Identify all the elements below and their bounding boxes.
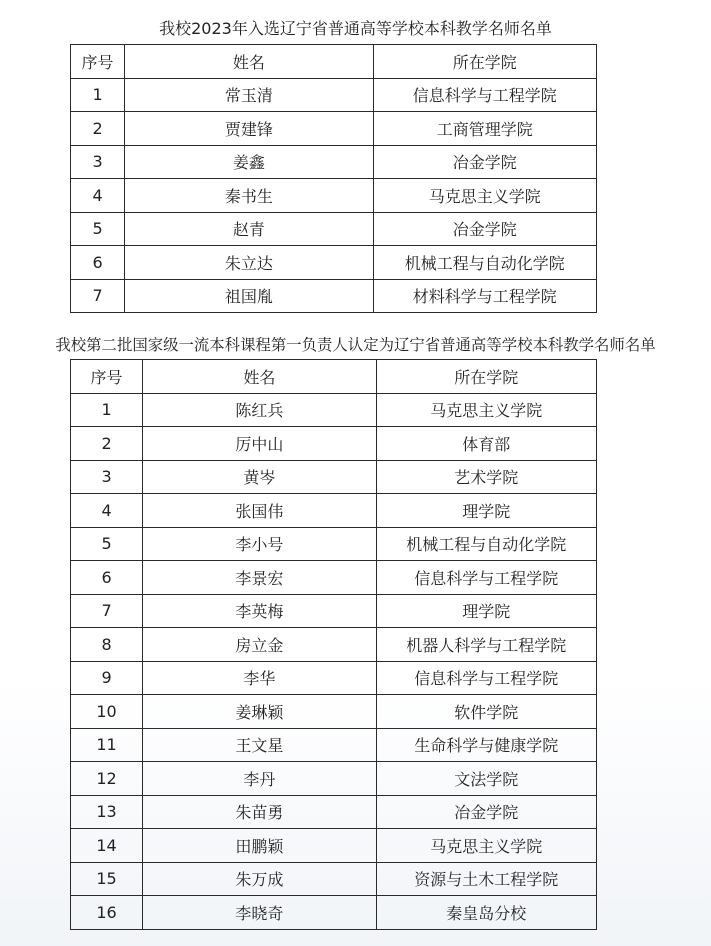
cell-college: 工商管理学院 — [373, 112, 596, 146]
table2-header — [71, 360, 597, 394]
cell-college: 材料科学与工程学院 — [373, 279, 596, 313]
cell-college: 机械工程与自动化学院 — [373, 246, 596, 280]
cell-college: 冶金学院 — [373, 212, 596, 246]
cell-name: 朱立达 — [125, 246, 373, 280]
cell-college: 马克思主义学院 — [376, 829, 596, 863]
table1-header — [71, 45, 597, 79]
table1-caption: 我校2023年入选辽宁省普通高等学校本科教学名师名单 — [159, 19, 552, 38]
table-row — [71, 594, 597, 628]
cell-seq: 5 — [71, 527, 143, 561]
cell-seq: 2 — [71, 112, 125, 146]
cell-college: 软件学院 — [376, 695, 596, 729]
cell-college: 艺术学院 — [376, 460, 596, 494]
cell-seq: 3 — [71, 460, 143, 494]
cell-name: 李丹 — [143, 762, 376, 796]
cell-seq: 13 — [71, 795, 143, 829]
cell-seq: 15 — [71, 862, 143, 896]
table-row — [71, 145, 597, 179]
header-college: 所在学院 — [373, 45, 596, 79]
cell-college: 信息科学与工程学院 — [373, 78, 596, 112]
cell-seq: 14 — [71, 829, 143, 863]
cell-name: 黄岑 — [143, 460, 376, 494]
cell-name: 王文星 — [143, 728, 376, 762]
cell-college: 机械工程与自动化学院 — [376, 527, 596, 561]
cell-seq: 1 — [71, 393, 143, 427]
table1-header-row — [71, 45, 597, 79]
table-row — [71, 661, 597, 695]
cell-name: 厉中山 — [143, 427, 376, 461]
cell-seq: 7 — [71, 279, 125, 313]
cell-seq: 6 — [71, 561, 143, 595]
cell-college: 信息科学与工程学院 — [376, 561, 596, 595]
cell-name: 姜鑫 — [125, 145, 373, 179]
table-row — [71, 862, 597, 896]
cell-name: 朱万成 — [143, 862, 376, 896]
table-row — [71, 212, 597, 246]
cell-college: 冶金学院 — [376, 795, 596, 829]
table-row — [71, 393, 597, 427]
cell-seq: 11 — [71, 728, 143, 762]
header-seq: 序号 — [71, 45, 125, 79]
table-row — [71, 494, 597, 528]
cell-seq: 9 — [71, 661, 143, 695]
cell-name: 贾建锋 — [125, 112, 373, 146]
cell-seq: 7 — [71, 594, 143, 628]
cell-name: 李晓奇 — [143, 896, 376, 930]
table-row — [71, 829, 597, 863]
cell-name: 李华 — [143, 661, 376, 695]
table-row — [71, 561, 597, 595]
cell-college: 秦皇岛分校 — [376, 896, 596, 930]
cell-seq: 3 — [71, 145, 125, 179]
header-seq: 序号 — [71, 360, 143, 394]
cell-college: 体育部 — [376, 427, 596, 461]
table-row — [71, 460, 597, 494]
cell-seq: 2 — [71, 427, 143, 461]
cell-seq: 4 — [71, 179, 125, 213]
cell-college: 冶金学院 — [373, 145, 596, 179]
table-row — [71, 279, 597, 313]
cell-name: 张国伟 — [143, 494, 376, 528]
cell-seq: 12 — [71, 762, 143, 796]
cell-name: 陈红兵 — [143, 393, 376, 427]
table-row — [71, 762, 597, 796]
cell-name: 常玉清 — [125, 78, 373, 112]
cell-seq: 4 — [71, 494, 143, 528]
cell-seq: 5 — [71, 212, 125, 246]
table-row — [71, 179, 597, 213]
table-row — [71, 246, 597, 280]
cell-college: 信息科学与工程学院 — [376, 661, 596, 695]
header-name: 姓名 — [125, 45, 373, 79]
cell-name: 朱苗勇 — [143, 795, 376, 829]
cell-college: 理学院 — [376, 494, 596, 528]
cell-college: 生命科学与健康学院 — [376, 728, 596, 762]
cell-seq: 6 — [71, 246, 125, 280]
table-row — [71, 795, 597, 829]
table-row — [71, 695, 597, 729]
table1-body — [71, 78, 597, 313]
cell-college: 资源与土木工程学院 — [376, 862, 596, 896]
header-college: 所在学院 — [376, 360, 596, 394]
table-row — [71, 427, 597, 461]
header-name: 姓名 — [143, 360, 376, 394]
cell-name: 秦书生 — [125, 179, 373, 213]
table-row — [71, 728, 597, 762]
table-row — [71, 112, 597, 146]
cell-name: 李小号 — [143, 527, 376, 561]
cell-college: 机器人科学与工程学院 — [376, 628, 596, 662]
cell-seq: 8 — [71, 628, 143, 662]
cell-college: 马克思主义学院 — [376, 393, 596, 427]
cell-name: 房立金 — [143, 628, 376, 662]
cell-name: 赵青 — [125, 212, 373, 246]
cell-name: 李景宏 — [143, 561, 376, 595]
cell-name: 田鹏颖 — [143, 829, 376, 863]
cell-college: 理学院 — [376, 594, 596, 628]
cell-seq: 16 — [71, 896, 143, 930]
table-row — [71, 896, 597, 930]
cell-name: 姜琳颖 — [143, 695, 376, 729]
table2-body — [71, 393, 597, 929]
teaching-masters-2023-table — [70, 44, 597, 313]
table2-header-row — [71, 360, 597, 394]
cell-college: 文法学院 — [376, 762, 596, 796]
cell-name: 祖国胤 — [125, 279, 373, 313]
cell-college: 马克思主义学院 — [373, 179, 596, 213]
table2-caption: 我校第二批国家级一流本科课程第一负责人认定为辽宁省普通高等学校本科教学名师名单 — [55, 336, 656, 354]
table-row — [71, 78, 597, 112]
cell-name: 李英梅 — [143, 594, 376, 628]
table-row — [71, 628, 597, 662]
table-row — [71, 527, 597, 561]
cell-seq: 10 — [71, 695, 143, 729]
first-class-course-leaders-table — [70, 359, 597, 930]
cell-seq: 1 — [71, 78, 125, 112]
